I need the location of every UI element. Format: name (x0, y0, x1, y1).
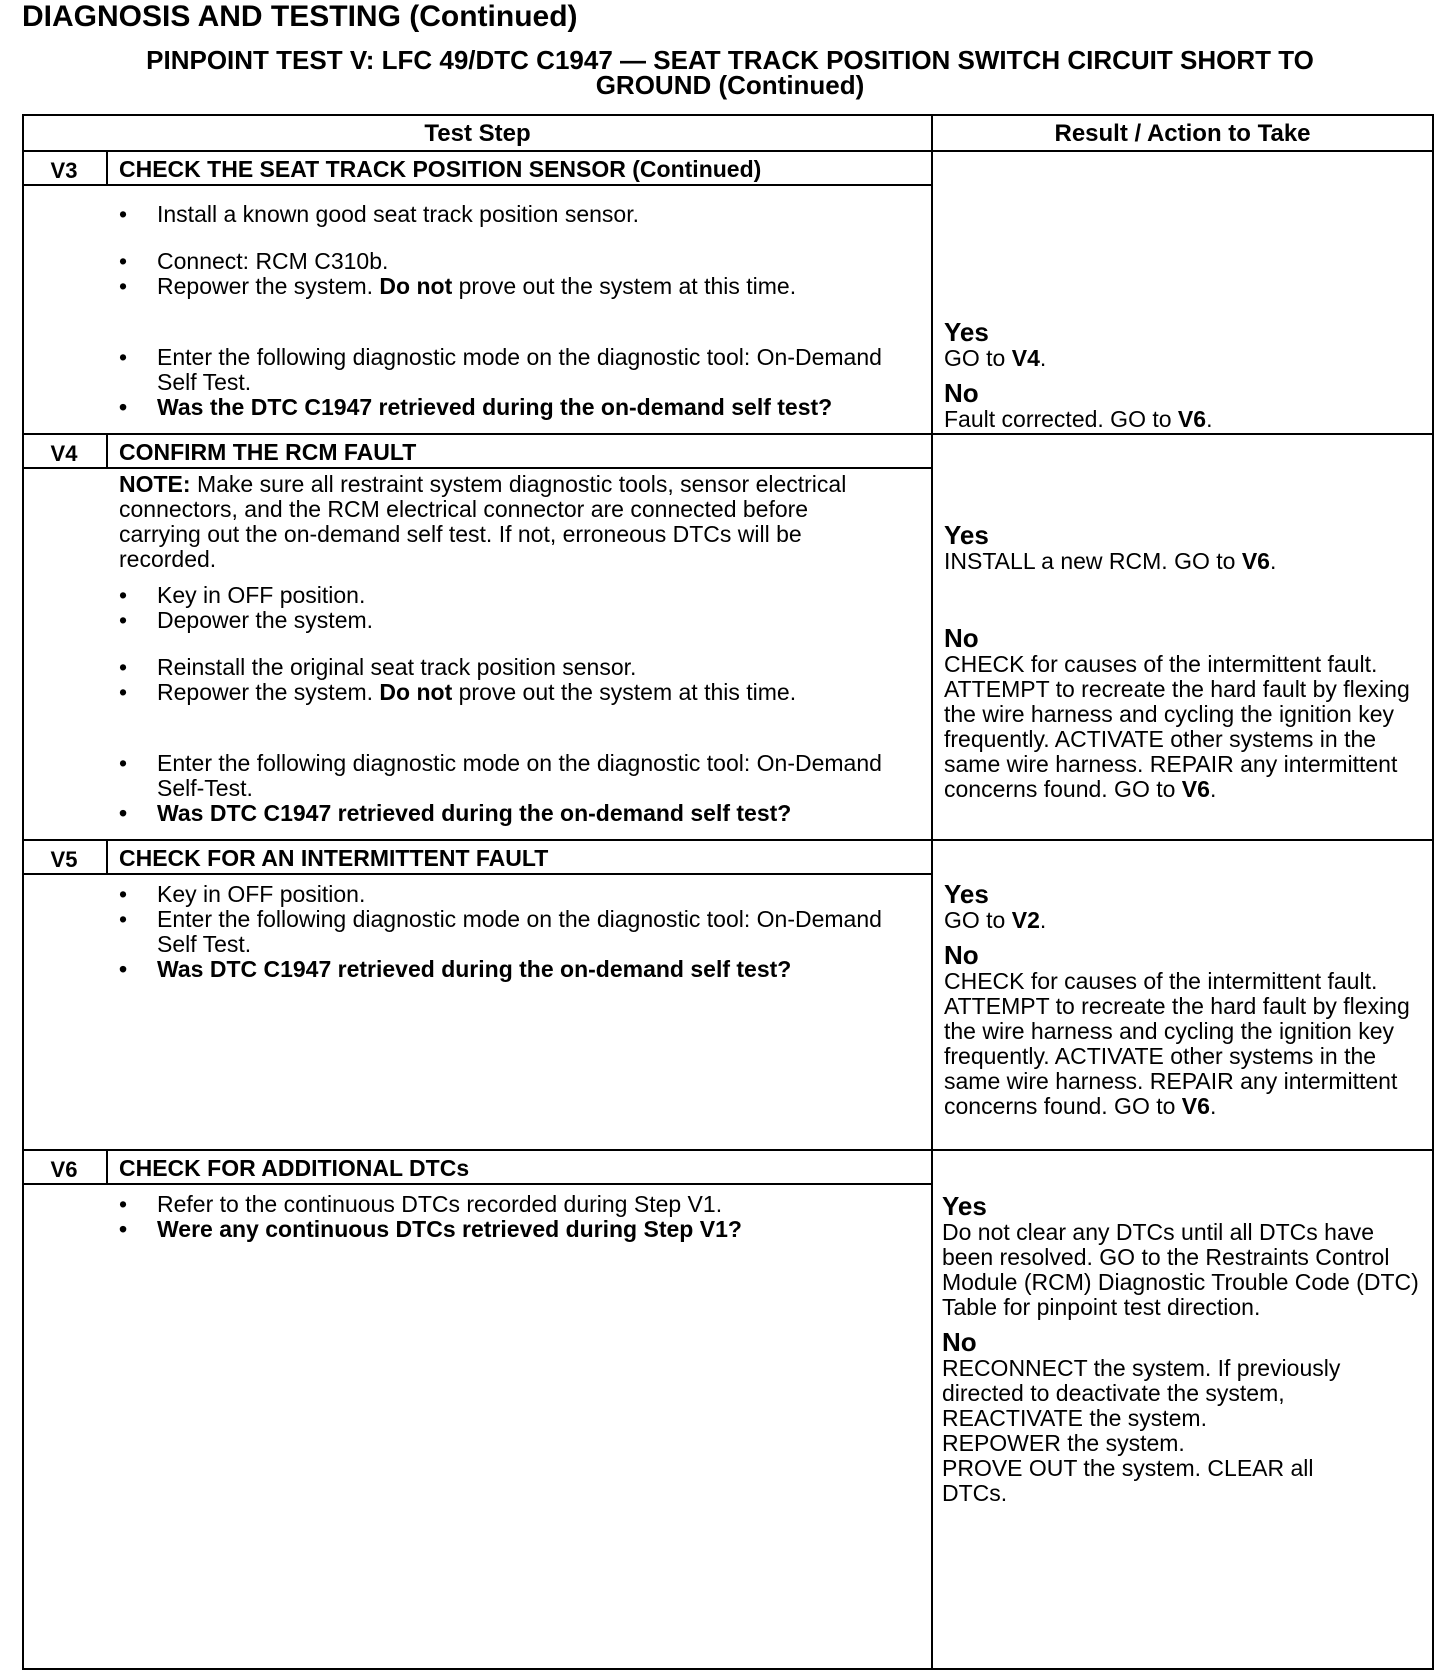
v3-result (944, 318, 1424, 432)
pinpoint-title-line-2: GROUND (Continued) (595, 70, 865, 100)
section-title: DIAGNOSIS AND TESTING (Continued) (22, 0, 578, 33)
v3-id-divider (106, 150, 108, 184)
column-divider (931, 116, 933, 1668)
v6-id-divider (106, 1149, 108, 1183)
yes-label: Yes (944, 520, 989, 550)
bullet-question: • Were any continuous DTCs retrieved during Step V1? (119, 1217, 899, 1242)
no-action: Fault corrected. GO to V6. (944, 406, 1213, 432)
pinpoint-title-line-1: PINPOINT TEST V: LFC 49/DTC C1947 — SEAT TRACK POSITION SWITCH CIRCUIT SHORT TO (146, 45, 1314, 75)
yes-action: Do not clear any DTCs until all DTCs have been resolved. GO to the Restraints Control Module (RCM) Diagnostic Trouble Code (DTC) Table for pinpoint test direction. (942, 1219, 1419, 1320)
v4-id-divider (106, 433, 108, 467)
bullet-item: • Repower the system. Do not prove out the system at this time. (119, 274, 899, 299)
v4-row-divider (24, 433, 1432, 435)
header-test-step: Test Step (424, 120, 531, 147)
v4-note (119, 472, 879, 572)
bullet-item: • Enter the following diagnostic mode on the diagnostic tool: On-Demand Self-Test. (119, 751, 899, 801)
v6-title-divider (24, 1183, 931, 1185)
yes-label: Yes (942, 1191, 987, 1221)
bullet-item: • Install a known good seat track position sensor. (119, 202, 899, 227)
step-id-v5: V5 (50, 847, 78, 872)
step-id-v4: V4 (50, 441, 78, 466)
v4-title-divider (24, 467, 931, 469)
no-action-line: PROVE OUT the system. CLEAR all DTCs. (942, 1455, 1314, 1506)
v4-result (944, 521, 1428, 802)
bullet-item: • Refer to the continuous DTCs recorded during Step V1. (119, 1192, 899, 1217)
bullet-item: • Connect: RCM C310b. (119, 249, 899, 274)
bullet-question: • Was the DTC C1947 retrieved during the on-demand self test? (119, 395, 899, 420)
no-action-line: RECONNECT the system. If previously directed to deactivate the system, (942, 1355, 1341, 1406)
bullet-item: • Repower the system. Do not prove out the system at this time. (119, 680, 899, 705)
v3-title-divider (24, 184, 931, 186)
yes-action: GO to V2. (944, 907, 1047, 933)
v5-id-divider (106, 839, 108, 873)
bullet-item: • Key in OFF position. (119, 583, 899, 608)
step-title-v4: CONFIRM THE RCM FAULT (119, 439, 417, 465)
bullet-item: • Reinstall the original seat track position sensor. (119, 655, 899, 680)
v4-instructions (119, 583, 899, 826)
yes-action: GO to V4. (944, 345, 1047, 371)
no-label: No (944, 623, 979, 653)
no-action-line: REPOWER the system. (942, 1430, 1185, 1456)
bullet-item: • Key in OFF position. (119, 882, 899, 907)
bullet-question: • Was DTC C1947 retrieved during the on-demand self test? (119, 957, 899, 982)
v6-instructions (119, 1192, 899, 1242)
v3-instructions (119, 202, 899, 420)
bullet-item: • Enter the following diagnostic mode on the diagnostic tool: On-Demand Self Test. (119, 345, 899, 395)
bullet-question: • Was DTC C1947 retrieved during the on-demand self test? (119, 801, 899, 826)
no-action: CHECK for causes of the intermittent fault. ATTEMPT to recreate the hard fault by flexing the wire harness and cycling the ignition key frequently. ACTIVATE other systems in the same wire harness. REPAIR any intermittent concerns found. GO to V6. (944, 651, 1410, 802)
step-id-v6: V6 (50, 1157, 78, 1182)
header-divider (24, 150, 1432, 152)
header-result-action: Result / Action to Take (1054, 120, 1311, 147)
note-text: Make sure all restraint system diagnostic tools, sensor electrical connectors, and the RCM electrical connector are connected before carrying out the on-demand self test. If not, erroneous DTCs will be recorded. (119, 471, 847, 572)
v6-row-divider (24, 1149, 1432, 1151)
no-label: No (942, 1327, 977, 1357)
no-action-line: REACTIVATE the system. (942, 1405, 1207, 1431)
v5-result (944, 880, 1428, 1119)
no-action: CHECK for causes of the intermittent fault. ATTEMPT to recreate the hard fault by flexing the wire harness and cycling the ignition key frequently. ACTIVATE other systems in the same wire harness. REPAIR any intermittent concerns found. GO to V6. (944, 968, 1410, 1119)
no-label: No (944, 940, 979, 970)
note-label: NOTE: (119, 471, 191, 497)
v5-title-divider (24, 873, 931, 875)
v6-result (942, 1192, 1430, 1506)
v5-instructions (119, 882, 899, 982)
yes-action: INSTALL a new RCM. GO to V6. (944, 548, 1277, 574)
step-id-v3: V3 (50, 158, 78, 183)
step-title-v3: CHECK THE SEAT TRACK POSITION SENSOR (Continued) (119, 156, 762, 182)
step-title-v5: CHECK FOR AN INTERMITTENT FAULT (119, 845, 549, 871)
yes-label: Yes (944, 317, 989, 347)
pinpoint-test-table (22, 114, 1434, 1670)
step-title-v6: CHECK FOR ADDITIONAL DTCs (119, 1155, 470, 1181)
no-label: No (944, 378, 979, 408)
pinpoint-test-title (60, 45, 1400, 100)
v5-row-divider (24, 839, 1432, 841)
bullet-item: • Depower the system. (119, 608, 899, 633)
yes-label: Yes (944, 879, 989, 909)
bullet-item: • Enter the following diagnostic mode on the diagnostic tool: On-Demand Self Test. (119, 907, 899, 957)
